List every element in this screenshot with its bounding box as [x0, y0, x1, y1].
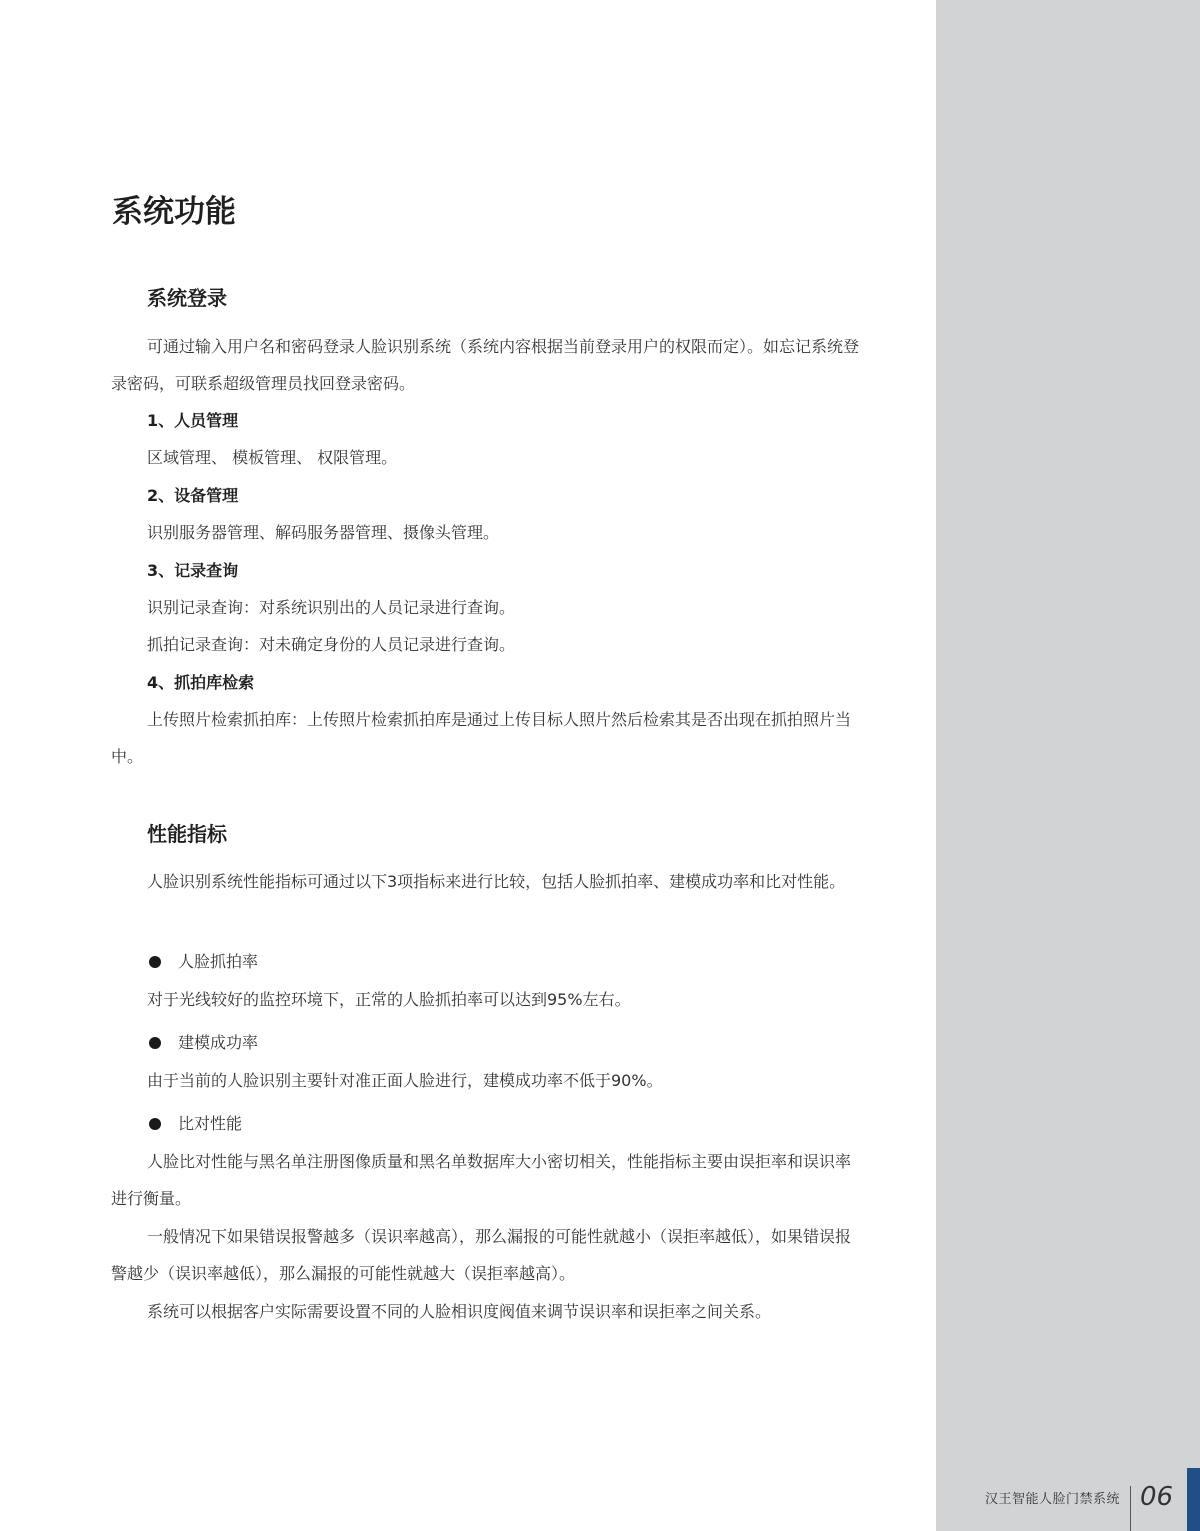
- item-title: 2、设备管理: [147, 486, 239, 505]
- performance-paragraph: 人脸比对性能与黑名单注册图像质量和黑名单数据库大小密切相关，性能指标主要由误拒率和误识率进行衡量。: [111, 1152, 852, 1208]
- item-title: 1、人员管理: [147, 411, 239, 430]
- bullet-item: [149, 950, 258, 974]
- footer-divider: [1130, 1486, 1131, 1531]
- bullet-dot-icon: [149, 956, 161, 968]
- bullet-description: 对于光线较好的监控环境下，正常的人脸抓拍率可以达到95%左右。: [147, 990, 631, 1009]
- bullet-label: 建模成功率: [178, 1033, 259, 1052]
- item-title: 4、抓拍库检索: [147, 673, 255, 692]
- page-number: 06: [1140, 1482, 1174, 1512]
- bullet-label: 比对性能: [178, 1114, 243, 1133]
- section-heading-login: 系统登录: [147, 286, 227, 310]
- item-line: 抓拍记录查询：对未确定身份的人员记录进行查询。: [147, 635, 516, 654]
- page-tab-marker: [1187, 1468, 1200, 1531]
- bullet-dot-icon: [149, 1118, 161, 1130]
- bullet-description: 由于当前的人脸识别主要针对准正面人脸进行，建模成功率不低于90%。: [147, 1071, 663, 1090]
- item-paragraph: 上传照片检索抓拍库：上传照片检索抓拍库是通过上传目标人照片然后检索其是否出现在抓拍照片当中。: [111, 710, 852, 766]
- bullet-label: 人脸抓拍率: [178, 952, 259, 971]
- item-line: 识别记录查询：对系统识别出的人员记录进行查询。: [147, 598, 516, 617]
- bullet-dot-icon: [149, 1037, 161, 1049]
- section-heading-performance: 性能指标: [147, 822, 227, 846]
- performance-paragraph: 一般情况下如果错误报警越多（误识率越高），那么漏报的可能性就越小（误拒率越低），如果错误报警越少（误识率越低），那么漏报的可能性就越大（误拒率越高）。: [111, 1227, 852, 1283]
- side-panel: [936, 0, 1200, 1531]
- bullet-item: [149, 1031, 258, 1055]
- item-line: 识别服务器管理、解码服务器管理、摄像头管理。: [147, 523, 500, 542]
- bullet-item: [149, 1112, 242, 1136]
- item-title: 3、记录查询: [147, 561, 239, 580]
- footer-label: 汉王智能人脸门禁系统: [985, 1492, 1121, 1507]
- page-title: 系统功能: [112, 194, 236, 230]
- item-line: 区域管理、 模板管理、 权限管理。: [147, 448, 398, 467]
- performance-intro: 人脸识别系统性能指标可通过以下3项指标来进行比较，包括人脸抓拍率、建模成功率和比对性能。: [147, 872, 846, 891]
- login-intro: 可通过输入用户名和密码登录人脸识别系统（系统内容根据当前登录用户的权限而定）。如忘记系统登录密码，可联系超级管理员找回登录密码。: [111, 337, 860, 393]
- performance-paragraph: 系统可以根据客户实际需要设置不同的人脸相识度阀值来调节误识率和误拒率之间关系。: [147, 1302, 772, 1321]
